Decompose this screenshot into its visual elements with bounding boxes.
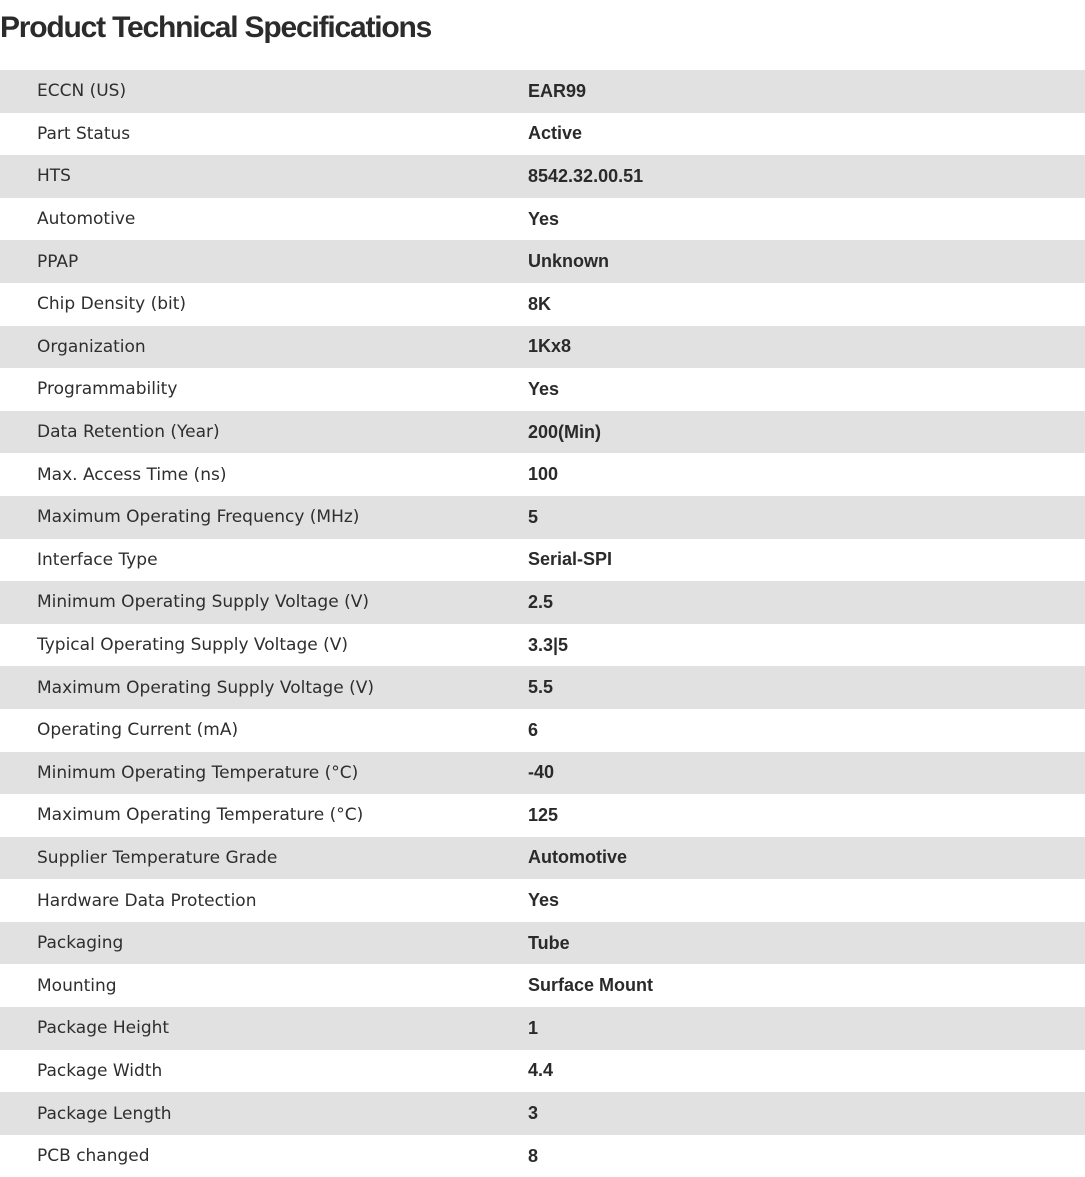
spec-row	[0, 879, 1085, 922]
spec-value: Unknown	[528, 251, 609, 272]
spec-row	[0, 752, 1085, 795]
spec-row	[0, 709, 1085, 752]
spec-label: Packaging	[37, 933, 124, 954]
spec-label: Automotive	[37, 209, 136, 230]
spec-row	[0, 1092, 1085, 1135]
spec-label: Operating Current (mA)	[37, 720, 239, 741]
spec-row	[0, 794, 1085, 837]
spec-row	[0, 539, 1085, 582]
spec-row	[0, 326, 1085, 369]
spec-value: 125	[528, 804, 559, 825]
spec-value: 5	[528, 506, 539, 527]
spec-label: Package Width	[37, 1060, 163, 1081]
spec-label: Organization	[37, 336, 146, 357]
spec-label: Typical Operating Supply Voltage (V)	[37, 635, 348, 656]
spec-label: Minimum Operating Supply Voltage (V)	[37, 592, 369, 613]
spec-row	[0, 453, 1085, 496]
spec-value: -40	[528, 762, 555, 783]
spec-value: 200(Min)	[528, 421, 602, 442]
spec-row	[0, 1135, 1085, 1177]
spec-value: Yes	[528, 208, 560, 229]
spec-row	[0, 411, 1085, 454]
spec-value: 2.5	[528, 591, 554, 612]
spec-label: Chip Density (bit)	[37, 294, 187, 315]
spec-label: Package Height	[37, 1018, 170, 1039]
spec-label: PPAP	[37, 251, 79, 272]
spec-value: 3.3|5	[528, 634, 569, 655]
spec-label: PCB changed	[37, 1146, 150, 1167]
spec-table	[0, 70, 1085, 1177]
spec-label: Supplier Temperature Grade	[37, 847, 278, 868]
spec-label: Maximum Operating Frequency (MHz)	[37, 507, 360, 528]
spec-row	[0, 496, 1085, 539]
spec-row	[0, 666, 1085, 709]
spec-value: Serial-SPI	[528, 549, 613, 570]
spec-row	[0, 1007, 1085, 1050]
spec-value: Active	[528, 123, 583, 144]
spec-label: HTS	[37, 166, 71, 187]
spec-value: Yes	[528, 890, 560, 911]
spec-label: Max. Access Time (ns)	[37, 464, 227, 485]
spec-label: Minimum Operating Temperature (°C)	[37, 762, 359, 783]
spec-row	[0, 624, 1085, 667]
spec-value: 6	[528, 719, 539, 740]
spec-row	[0, 113, 1085, 156]
spec-label: Hardware Data Protection	[37, 890, 257, 911]
spec-value: Yes	[528, 378, 560, 399]
spec-row	[0, 922, 1085, 965]
page-title: Product Technical Specifications	[0, 11, 432, 44]
spec-label: Interface Type	[37, 549, 158, 570]
spec-value: 8K	[528, 293, 552, 314]
spec-value: Tube	[528, 932, 570, 953]
spec-row	[0, 240, 1085, 283]
spec-row	[0, 283, 1085, 326]
spec-value: Surface Mount	[528, 975, 654, 996]
spec-value: 8	[528, 1145, 539, 1166]
spec-row	[0, 837, 1085, 880]
spec-value: 5.5	[528, 677, 554, 698]
spec-value: 4.4	[528, 1060, 554, 1081]
spec-label: ECCN (US)	[37, 81, 127, 102]
spec-label: Mounting	[37, 975, 117, 996]
spec-value: Automotive	[528, 847, 627, 868]
spec-value: 8542.32.00.51	[528, 165, 644, 186]
spec-label: Programmability	[37, 379, 178, 400]
spec-row	[0, 1050, 1085, 1093]
spec-value: EAR99	[528, 80, 587, 101]
spec-row	[0, 155, 1085, 198]
spec-value: 100	[528, 464, 559, 485]
spec-value: 1Kx8	[528, 336, 572, 357]
spec-value: 1	[528, 1017, 539, 1038]
spec-label: Maximum Operating Supply Voltage (V)	[37, 677, 374, 698]
spec-row	[0, 198, 1085, 241]
spec-row	[0, 70, 1085, 113]
spec-value: 3	[528, 1103, 539, 1124]
spec-label: Package Length	[37, 1103, 172, 1124]
spec-label: Data Retention (Year)	[37, 422, 220, 443]
spec-row	[0, 581, 1085, 624]
spec-label: Maximum Operating Temperature (°C)	[37, 805, 364, 826]
spec-row	[0, 368, 1085, 411]
spec-label: Part Status	[37, 123, 131, 144]
spec-row	[0, 964, 1085, 1007]
